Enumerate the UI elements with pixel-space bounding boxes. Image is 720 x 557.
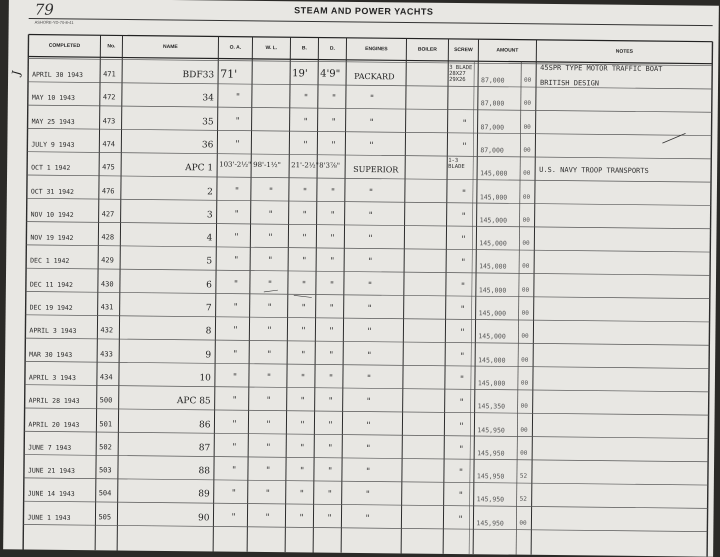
engines: " [366, 373, 372, 385]
engines: " [368, 234, 373, 245]
waterline-length: " [267, 349, 272, 360]
beam: 19' [292, 68, 308, 80]
column-header: No. [107, 43, 116, 50]
hull-number: 428 [101, 233, 115, 242]
hull-number: 432 [100, 326, 114, 335]
depth: " [329, 280, 335, 291]
hull-number: 430 [100, 279, 114, 289]
row-rule [25, 361, 709, 368]
waterline-length: " [268, 233, 273, 244]
beam: " [301, 349, 306, 361]
depth: " [331, 93, 337, 105]
ledger-page [3, 0, 719, 557]
amount-cents: 00 [522, 239, 530, 247]
amount-cents: 00 [519, 519, 527, 527]
overall-length: " [231, 489, 236, 500]
completed-date: APRIL 3 1943 [28, 373, 76, 382]
depth: " [329, 350, 334, 361]
notes: 45SPR TYPE MOTOR TRAFFIC BOAT [540, 63, 663, 74]
overall-length: " [232, 395, 237, 406]
completed-date: APRIL 28 1943 [28, 396, 80, 406]
hull-number: 431 [100, 303, 114, 312]
completed-date: DEC 1 1942 [30, 256, 70, 266]
amount: 87,000 [480, 99, 505, 108]
depth: " [329, 303, 334, 314]
amount-cents: 00 [523, 123, 531, 131]
overall-length: " [235, 92, 241, 104]
column-rule [285, 37, 290, 552]
screw: " [458, 468, 464, 479]
screw: " [459, 421, 464, 432]
overall-length: " [233, 302, 238, 313]
row-rule [26, 245, 710, 252]
amount: 145,000 [477, 379, 506, 388]
amount: 145,950 [476, 518, 504, 528]
overall-length: " [231, 465, 237, 476]
hull-number: 472 [102, 93, 116, 102]
row-rule [26, 268, 710, 275]
column-rule [247, 37, 252, 552]
column-header: O. A. [229, 44, 242, 51]
amount: 145,000 [479, 216, 508, 225]
completed-date: NOV 19 1942 [30, 233, 74, 243]
beam: " [303, 93, 309, 104]
column-rule [401, 38, 406, 553]
amount-cents: 00 [520, 426, 528, 434]
waterline-length: " [267, 326, 272, 337]
completed-date: JULY 9 1943 [31, 140, 75, 149]
engines: " [368, 257, 373, 268]
depth: " [327, 490, 332, 501]
hull-number: 504 [98, 489, 112, 498]
column-header: B. [301, 45, 307, 52]
waterline-length: 98'-1½" [253, 161, 281, 170]
notes: U.S. NAVY TROOP TRANSPORTS [539, 166, 649, 176]
depth: " [328, 373, 334, 384]
vessel-name: 36 [201, 140, 214, 151]
column-header: W. L. [265, 44, 278, 52]
overall-length: " [233, 325, 238, 337]
screw: " [460, 351, 465, 362]
row-rule [25, 338, 709, 345]
amount: 145,350 [477, 402, 506, 411]
waterline-length: " [268, 209, 273, 220]
screw: " [461, 188, 467, 199]
hull-number: 429 [101, 256, 114, 265]
beam: " [299, 466, 305, 477]
vessel-name: 10 [199, 373, 211, 384]
completed-date: DEC 19 1942 [29, 303, 73, 312]
vessel-name: 4 [206, 233, 213, 244]
column-header: NAME [163, 43, 178, 51]
overall-length: " [235, 116, 240, 127]
amount: 145,000 [478, 309, 507, 318]
engines: " [367, 350, 372, 361]
amount-cents: 52 [519, 472, 528, 480]
overall-length: " [233, 349, 238, 360]
engines: SUPERIOR [353, 165, 399, 175]
page-number: 79 [34, 0, 54, 19]
vessel-name: 86 [198, 419, 211, 430]
vessel-name: 35 [202, 116, 214, 128]
hull-number: 471 [103, 70, 116, 79]
amount: 145,000 [479, 192, 508, 202]
amount: 145,000 [480, 169, 508, 178]
beam: " [300, 396, 305, 407]
engines: " [365, 513, 370, 524]
depth: " [331, 140, 336, 151]
overall-length: " [231, 512, 236, 523]
header-bottom-rule [28, 57, 712, 64]
row-rule [26, 291, 710, 298]
engines: " [368, 187, 374, 198]
hull-number: 501 [99, 419, 113, 428]
pen-stroke [662, 133, 685, 143]
row-rule [24, 431, 708, 438]
amount: 145,000 [478, 332, 506, 341]
depth: 8'3⅞" [319, 161, 341, 170]
amount-cents: 52 [519, 496, 527, 504]
amount: 145,000 [479, 262, 507, 271]
beam: " [300, 373, 306, 384]
column-header: BOILER [417, 46, 437, 53]
completed-date: MAY 25 1943 [31, 117, 75, 126]
amount: 145,950 [477, 449, 505, 458]
vessel-name: 3 [206, 210, 213, 221]
engines: " [368, 210, 373, 221]
row-rule [28, 105, 712, 112]
engines: " [365, 490, 370, 501]
screw: " [458, 491, 463, 502]
column-rule [531, 40, 536, 555]
hull-number: 502 [99, 443, 112, 452]
beam: " [300, 419, 305, 430]
completed-date: JUNE 14 1943 [27, 489, 75, 499]
amount-cents: 00 [523, 146, 531, 154]
depth: " [327, 466, 333, 477]
waterline-length: " [267, 303, 272, 314]
overall-length: " [233, 279, 239, 290]
waterline-length: " [266, 396, 271, 407]
overall-length: " [235, 139, 240, 150]
waterline-length: " [265, 512, 270, 523]
screw: " [459, 374, 465, 385]
engines: " [366, 443, 371, 454]
waterline-length: " [268, 256, 273, 267]
column-rule [443, 39, 448, 554]
column-header: D. [329, 45, 335, 52]
vessel-name: 89 [198, 489, 210, 500]
amount-cents: 00 [523, 169, 531, 177]
overall-length: 71' [220, 67, 238, 81]
engines: " [367, 304, 372, 315]
notes: BRITISH DESIGN [540, 79, 600, 88]
amount: 145,000 [478, 285, 507, 295]
engines: " [366, 397, 371, 408]
vessel-name: 5 [206, 256, 213, 267]
engines: " [369, 117, 374, 128]
hull-number: 505 [98, 512, 112, 522]
amount-cents: 00 [521, 332, 529, 341]
vessel-name: 6 [206, 280, 212, 291]
amount: 145,950 [476, 495, 505, 504]
beam: " [303, 116, 308, 128]
vessel-name: 90 [197, 512, 210, 524]
waterline-length: " [267, 279, 273, 290]
row-rule [27, 152, 711, 159]
column-rule [117, 35, 122, 550]
row-rule [25, 408, 709, 415]
engines: PACKARD [354, 71, 395, 82]
screw: " [461, 258, 466, 269]
row-rule [24, 455, 708, 462]
hull-number: 474 [102, 140, 116, 149]
top-rule [29, 19, 713, 26]
column-rule [313, 38, 318, 553]
completed-date: JUNE 1 1943 [27, 513, 71, 522]
amount: 87,000 [480, 122, 505, 132]
waterline-length: " [265, 489, 270, 500]
amount: 145,950 [476, 472, 505, 481]
amount-cents: 00 [524, 76, 532, 84]
depth: " [327, 513, 332, 524]
completed-date: MAR 30 1943 [29, 350, 73, 359]
amount-cents: 00 [521, 286, 530, 294]
screw: " [460, 328, 465, 339]
amount: 145,000 [479, 239, 507, 248]
row-rule [23, 524, 707, 531]
hull-number: 473 [102, 116, 116, 126]
hull-number: 503 [98, 466, 112, 475]
amount-cents: 00 [520, 402, 528, 410]
vessel-name: APC 85 [176, 396, 211, 407]
completed-date: APRIL 3 1943 [29, 326, 77, 336]
form-subheading: ASHORE-YD-70-8-41 [34, 19, 74, 25]
row-rule [27, 222, 711, 229]
vessel-name: BDF33 [182, 70, 215, 81]
engines: " [367, 327, 372, 338]
completed-date: JUNE 7 1943 [28, 443, 72, 452]
engines: " [366, 420, 371, 431]
beam: " [299, 489, 304, 500]
amount-cents: 00 [521, 309, 529, 317]
amount: 145,000 [478, 355, 506, 365]
amount: 145,950 [477, 425, 505, 435]
screw: 3 BLADE 28X27 29X26 [449, 64, 473, 84]
screw: " [459, 444, 464, 455]
beam: " [301, 326, 306, 337]
engines: " [365, 467, 371, 478]
row-rule [28, 82, 712, 89]
beam: " [302, 256, 307, 267]
vessel-name: 87 [198, 443, 211, 454]
depth: " [329, 326, 334, 338]
beam: " [301, 280, 307, 291]
column-header: NOTES [615, 48, 634, 55]
amount-cents: 00 [521, 356, 529, 364]
column-header: ENGINES [365, 46, 388, 53]
waterline-length: " [268, 186, 274, 197]
hull-number: 427 [101, 210, 115, 219]
amount-cents: 00 [522, 193, 531, 201]
completed-date: NOV 10 1942 [30, 210, 74, 219]
waterline-length: " [266, 442, 271, 453]
amount-cents: 00 [522, 216, 530, 224]
overall-length: " [234, 232, 239, 243]
screw: " [462, 141, 467, 152]
depth: " [328, 396, 333, 407]
beam: " [301, 303, 306, 314]
waterline-length: " [265, 466, 271, 477]
completed-date: MAY 10 1943 [31, 93, 75, 103]
hull-number: 475 [102, 163, 115, 172]
depth: " [331, 117, 336, 128]
engines: " [367, 280, 373, 291]
waterline-length: " [266, 372, 272, 383]
row-rule [24, 478, 708, 485]
completed-date: APRIL 20 1943 [28, 420, 80, 429]
beam: " [303, 140, 308, 151]
engines: " [369, 94, 375, 105]
completed-date: APRIL 30 1943 [32, 70, 84, 80]
amount: 87,000 [480, 146, 504, 155]
depth: " [328, 443, 333, 454]
amount: 87,000 [481, 76, 505, 85]
completed-date: OCT 31 1942 [30, 187, 74, 196]
depth: " [330, 187, 336, 198]
engines: " [369, 140, 374, 152]
overall-length: 103'-2½" [219, 160, 252, 170]
amount-cents: 00 [520, 379, 529, 387]
column-rule [341, 38, 346, 553]
vessel-name: APC 1 [185, 163, 214, 174]
row-rule [27, 175, 711, 182]
row-rule [27, 198, 711, 205]
overall-length: " [232, 419, 237, 430]
vessel-name: 9 [205, 349, 212, 361]
screw: 1-3 BLADE [448, 158, 465, 171]
cents-rule [516, 62, 521, 555]
vessel-name: 8 [205, 326, 212, 337]
vessel-name: 88 [198, 466, 211, 477]
completed-date: OCT 1 1942 [31, 163, 71, 173]
column-rule [707, 42, 712, 557]
waterline-length: " [266, 419, 271, 430]
hull-number: 476 [101, 186, 115, 195]
column-header: COMPLETED [48, 42, 81, 50]
pen-stroke [264, 290, 278, 292]
beam: " [302, 186, 308, 197]
margin-note: J [9, 69, 24, 77]
pen-stroke [294, 295, 312, 297]
depth: 4'9" [320, 68, 341, 80]
depth: " [330, 257, 335, 268]
beam: 21'-2½" [291, 161, 319, 170]
completed-date: JUNE 21 1943 [27, 466, 75, 476]
depth: " [330, 233, 335, 244]
overall-length: " [234, 209, 239, 220]
screw: " [458, 514, 463, 525]
hull-number: 433 [100, 349, 113, 358]
beam: " [302, 233, 307, 244]
column-rule [213, 36, 218, 551]
overall-length: " [232, 372, 238, 383]
screw: " [461, 235, 466, 246]
column-header: SCREW [454, 46, 473, 54]
completed-date: DEC 11 1942 [29, 280, 73, 289]
amount-cents: 00 [522, 263, 530, 271]
vessel-name: 34 [202, 93, 214, 104]
vessel-name: 7 [205, 303, 212, 314]
beam: " [302, 210, 307, 221]
amount-cents: 00 [520, 449, 528, 457]
amount-cents: 00 [523, 99, 532, 108]
depth: " [328, 420, 333, 431]
header-top-rule [29, 35, 713, 42]
screw: " [460, 305, 465, 316]
column-header: AMOUNT [496, 47, 519, 54]
screw: " [460, 281, 466, 292]
vessel-name: 2 [207, 186, 213, 197]
row-rule [25, 385, 709, 392]
row-rule [28, 128, 712, 135]
overall-length: " [232, 442, 237, 453]
beam: " [299, 513, 304, 524]
beam: " [300, 443, 305, 454]
page-title: STEAM AND POWER YACHTS [294, 5, 434, 17]
depth: " [330, 210, 335, 221]
overall-length: " [234, 186, 240, 197]
hull-number: 500 [99, 396, 113, 405]
overall-length: " [234, 256, 239, 267]
hull-number: 434 [99, 373, 113, 382]
row-rule [24, 501, 708, 508]
screw: " [462, 118, 467, 129]
screw: " [461, 211, 466, 222]
row-rule [26, 315, 710, 322]
screw: " [459, 398, 464, 409]
